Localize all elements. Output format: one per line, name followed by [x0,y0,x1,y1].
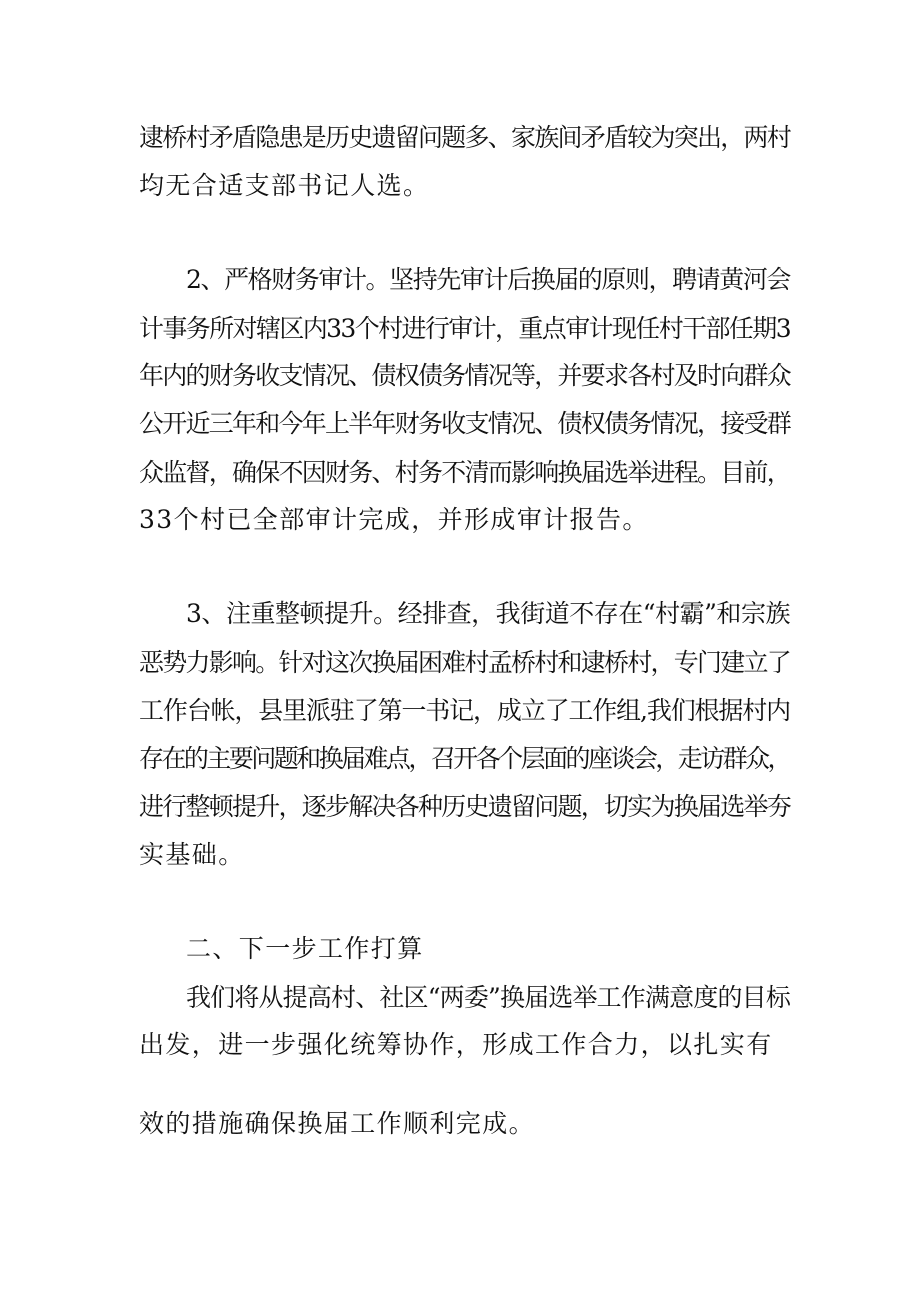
paragraph-3-line-2: 恶势力影响。针对这次换届困难村孟桥村和逮桥村，专门建立了 [139,648,790,677]
paragraph-3-line-6: 实基础。 [139,840,245,869]
paragraph-2-line-4: 公开近三年和今年上半年财务收支情况、债权债务情况，接受群 [139,409,790,438]
paragraph-2-line-3: 年内的财务收支情况、债权债务情况等，并要求各村及时向群众 [139,361,790,390]
paragraph-3-line-1: 3、注重整顿提升。经排查，我街道不存在“村霸”和宗族 [186,599,790,628]
paragraph-2-line-6: 33个村已全部审计完成，并形成审计报告。 [139,505,649,534]
paragraph-3-line-4: 存在的主要问题和换届难点，召开各个层面的座谈会，走访群众， [139,744,790,773]
paragraph-4-line-3: 效的措施确保换届工作顺利完成。 [139,1109,536,1138]
paragraph-1-line-1: 逮桥村矛盾隐患是历史遗留问题多、家族间矛盾较为突出，两村 [139,123,790,152]
paragraph-2-line-1: 2、严格财务审计。坚持先审计后换届的原则，聘请黄河会 [186,265,790,294]
paragraph-4-line-2: 出发，进一步强化统筹协作，形成工作合力，以扎实有 [139,1030,773,1059]
paragraph-3-line-5: 进行整顿提升，逐步解决各种历史遗留问题，切实为换届选举夯 [139,792,790,821]
paragraph-3-line-3: 工作台帐，县里派驻了第一书记，成立了工作组,我们根据村内 [139,696,790,725]
paragraph-4-line-1: 我们将从提高村、社区“两委”换届选举工作满意度的目标 [186,983,790,1012]
paragraph-1-line-2: 均无合适支部书记人选。 [139,171,430,200]
paragraph-2-line-2: 计事务所对辖区内33个村进行审计，重点审计现任村干部任期3 [139,314,790,343]
section-heading: 二、下一步工作打算 [186,934,424,963]
paragraph-2-line-5: 众监督，确保不因财务、村务不清而影响换届选举进程。目前， [139,458,790,487]
